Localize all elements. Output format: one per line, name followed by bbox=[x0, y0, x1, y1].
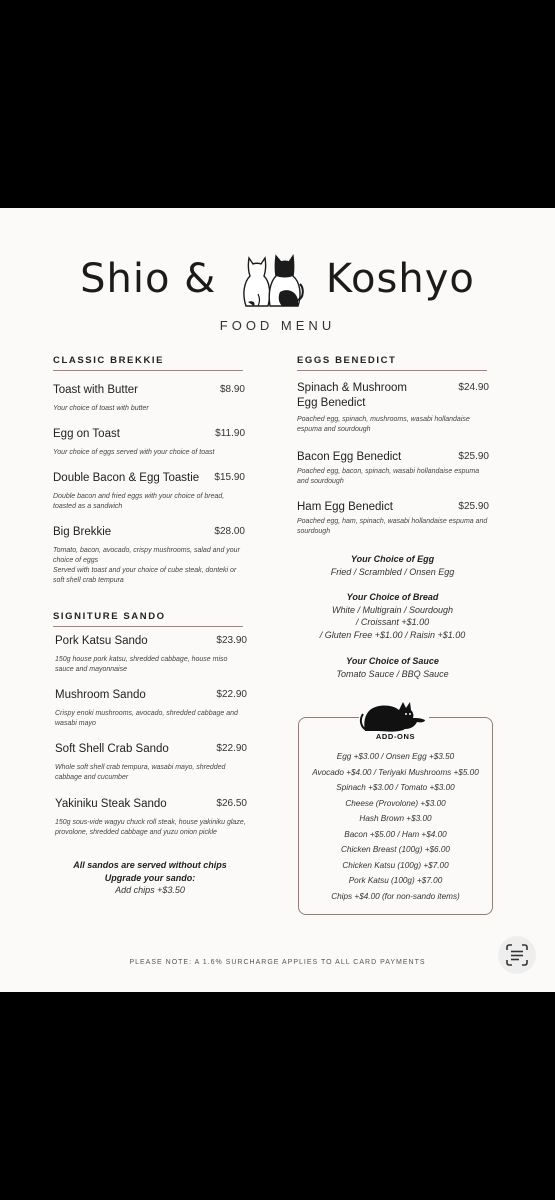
item-description: 150g house pork katsu, shredded cabbage, house miso sauce and mayonnaise bbox=[55, 656, 228, 673]
item-description: Your choice of eggs served with your choice of toast bbox=[53, 449, 215, 456]
item-description: Tomato, bacon, avocado, crispy mushrooms, salad and your choice of eggs bbox=[53, 547, 240, 564]
item-description: Poached egg, spinach, mushrooms, wasabi hollandaise espuma and sourdough bbox=[297, 416, 470, 433]
choice-options: / Croissant +$1.00 bbox=[355, 617, 430, 627]
item-price: $8.90 bbox=[219, 384, 245, 395]
item-price: $22.90 bbox=[216, 689, 247, 700]
eggs-benedict-heading: EGGS BENEDICT bbox=[297, 355, 487, 371]
choice-of-sauce bbox=[290, 655, 495, 680]
item-name-line: Spinach & Mushroom bbox=[297, 382, 407, 394]
choice-title: Your Choice of Bread bbox=[346, 592, 439, 602]
surcharge-note: PLEASE NOTE: A 1.6% SURCHARGE APPLIES TO ALL CARD PAYMENTS bbox=[129, 959, 426, 966]
choice-title: Your Choice of Sauce bbox=[346, 656, 439, 666]
menu-item bbox=[55, 742, 247, 783]
menu-item bbox=[53, 427, 245, 458]
item-description: Whole soft shell crab tempura, wasabi mayo, shredded cabbage and cucumber bbox=[55, 764, 226, 781]
item-price: $15.90 bbox=[214, 472, 245, 483]
item-price: $23.90 bbox=[216, 635, 247, 646]
item-name: Soft Shell Crab Sando bbox=[55, 743, 169, 755]
item-name: Big Brekkie bbox=[53, 526, 112, 538]
addons-list bbox=[299, 749, 492, 904]
item-description-extra: Served with toast and your choice of cube steak, donteki or soft shell crab tempura bbox=[53, 567, 237, 584]
addon-line: Chips +$4.00 (for non-sando items) bbox=[331, 891, 460, 901]
menu-item bbox=[297, 500, 489, 537]
menu-subtitle: FOOD MENU bbox=[219, 318, 336, 333]
title-left: Shio & bbox=[80, 256, 217, 302]
scan-text-button[interactable] bbox=[498, 936, 536, 974]
item-price: $25.90 bbox=[458, 501, 489, 512]
addon-line: Chicken Breast (100g) +$6.00 bbox=[340, 845, 450, 854]
item-price: $26.50 bbox=[216, 798, 247, 809]
menu-item bbox=[297, 450, 489, 487]
sando-note bbox=[45, 859, 255, 897]
item-name: Pork Katsu Sando bbox=[55, 635, 148, 647]
item-description: Your choice of toast with butter bbox=[53, 405, 149, 412]
item-description: 150g sous-vide wagyu chuck roll steak, house yakiniku glaze, provolone, shredded cabbage and yuzu onion pickle bbox=[55, 819, 246, 836]
addon-line: Spinach +$3.00 / Tomato +$3.00 bbox=[336, 783, 455, 792]
menu-item bbox=[53, 383, 245, 414]
choice-title: Your Choice of Egg bbox=[350, 554, 435, 564]
menu-item bbox=[53, 471, 245, 512]
menu-item bbox=[55, 634, 247, 675]
item-price: $24.90 bbox=[458, 382, 489, 393]
addon-line: Avocado +$4.00 / Teriyaki Mushrooms +$5.00 bbox=[312, 767, 479, 777]
menu-item bbox=[53, 525, 245, 586]
menu-page bbox=[0, 208, 555, 992]
choice-options: / Gluten Free +$1.00 / Raisin +$1.00 bbox=[319, 629, 466, 640]
item-price: $25.90 bbox=[458, 451, 489, 462]
sando-note-line: Upgrade your sando: bbox=[104, 872, 196, 883]
item-name: Mushroom Sando bbox=[55, 689, 146, 701]
black-cat-icon bbox=[359, 698, 429, 734]
choice-options: Tomato Sauce / BBQ Sauce bbox=[336, 668, 449, 679]
title-right: Koshyo bbox=[325, 256, 475, 302]
choice-options: White / Multigrain / Sourdough bbox=[331, 604, 454, 615]
addon-line: Chicken Katsu (100g) +$7.00 bbox=[342, 860, 449, 870]
item-name-line: Egg Benedict bbox=[297, 397, 366, 409]
item-name: Double Bacon & Egg Toastie bbox=[53, 472, 200, 484]
item-name: Bacon Egg Benedict bbox=[297, 451, 402, 463]
addons-title: ADD-ONS bbox=[375, 732, 416, 741]
item-description: Double bacon and fried eggs with your choice of bread, toasted as a sandwich bbox=[53, 493, 225, 510]
menu-item bbox=[55, 688, 247, 729]
signiture-sando-heading: SIGNITURE SANDO bbox=[53, 611, 243, 627]
item-name: Yakiniku Steak Sando bbox=[55, 798, 167, 810]
sando-note-line: Add chips +$3.50 bbox=[115, 885, 185, 895]
restaurant-title bbox=[0, 248, 555, 310]
menu-item bbox=[297, 381, 489, 435]
item-price: $11.90 bbox=[215, 428, 245, 439]
item-name: Toast with Butter bbox=[53, 384, 139, 396]
addon-line: Hash Brown +$3.00 bbox=[359, 814, 432, 823]
item-description: Poached egg, bacon, spinach, wasabi hollandaise espuma and sourdough bbox=[297, 468, 480, 485]
item-name bbox=[297, 381, 407, 411]
addon-line: Cheese (Provolone) +$3.00 bbox=[345, 798, 446, 808]
menu-item bbox=[55, 797, 247, 838]
classic-brekkie-heading: CLASSIC BREKKIE bbox=[53, 355, 243, 371]
item-price: $28.00 bbox=[214, 526, 245, 537]
choice-options: Fried / Scrambled / Onsen Egg bbox=[330, 566, 455, 577]
item-description: Crispy enoki mushrooms, avocado, shredded cabbage and wasabi mayo bbox=[55, 710, 238, 727]
sando-note-line: All sandos are served without chips bbox=[73, 860, 227, 870]
cats-logo-icon bbox=[238, 248, 304, 310]
addon-line: Pork Katsu (100g) +$7.00 bbox=[348, 876, 443, 885]
addon-line: Bacon +$5.00 / Ham +$4.00 bbox=[344, 829, 447, 839]
item-name: Egg on Toast bbox=[53, 428, 120, 440]
item-description: Poached egg, ham, spinach, wasabi hollandaise espuma and sourdough bbox=[297, 518, 488, 535]
item-name: Ham Egg Benedict bbox=[297, 501, 393, 513]
item-price: $22.90 bbox=[216, 743, 247, 754]
choice-of-egg bbox=[290, 553, 495, 578]
addons-box bbox=[298, 717, 493, 915]
addon-line: Egg +$3.00 / Onsen Egg +$3.50 bbox=[336, 752, 455, 761]
choice-of-bread bbox=[290, 591, 495, 641]
scan-text-icon bbox=[498, 936, 536, 974]
